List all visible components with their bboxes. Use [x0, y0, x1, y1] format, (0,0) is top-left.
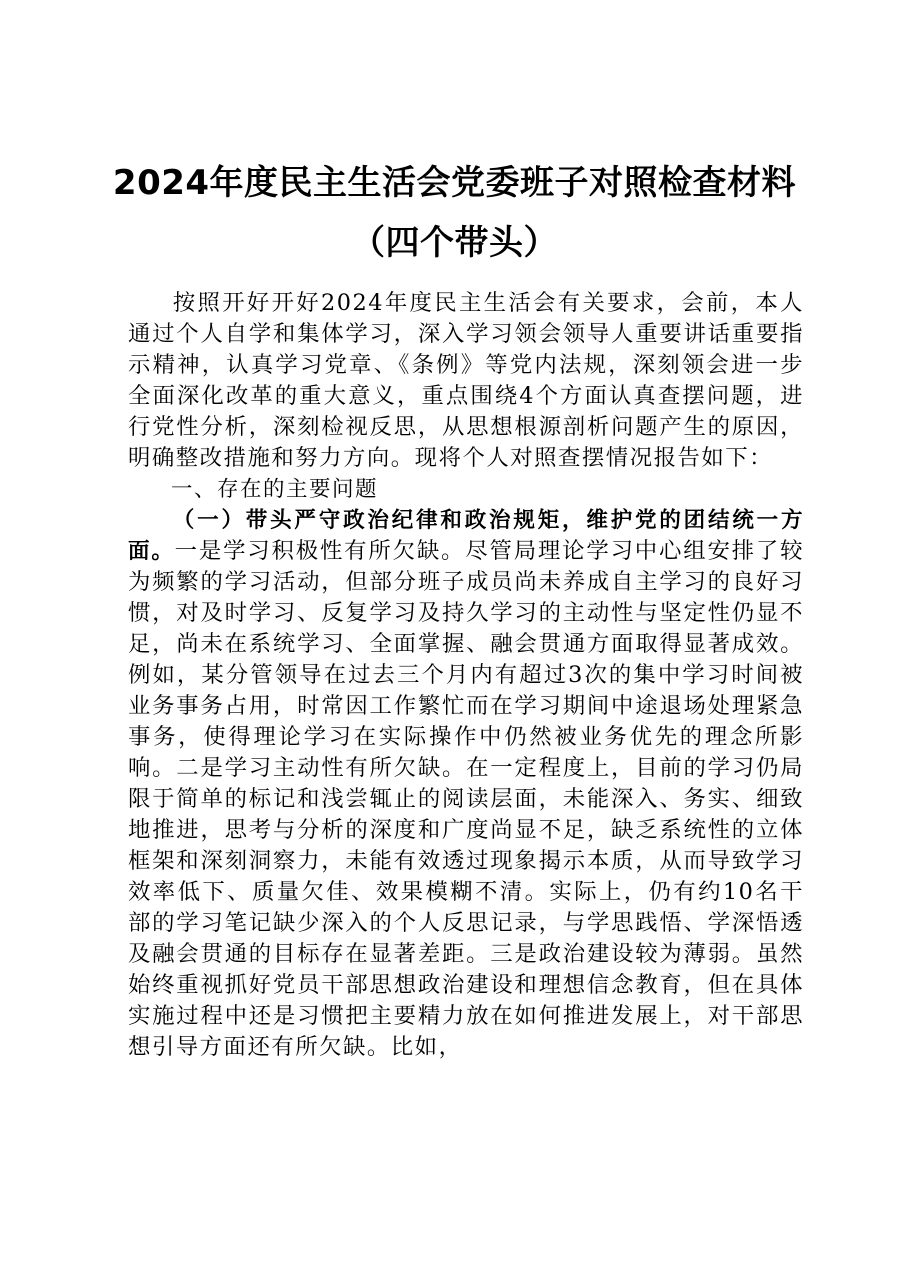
- document-subtitle: （四个带头）: [351, 223, 558, 263]
- document-body: [128, 288, 804, 1063]
- subsection-heading: （一）带头严守政治纪律和政治规矩，维护党的团结统一方面。: [128, 508, 804, 564]
- intro-paragraph: 按照开好开好2024年度民主生活会有关要求，会前，本人通过个人自学和集体学习，深入学习领会领导人重要讲话重要指示精神，认真学习党章、《条例》等党内法规，深刻领会进一步全面深化改革的重大意义，重点围绕4个方面认真查摆问题，进行党性分析，深刻检视反思，从思想根源剖析问题产生的原因，明确整改措施和努力方向。现将个人对照查摆情况报告如下：: [128, 290, 804, 471]
- document-title: 2024年度民主生活会党委班子对照检查材料: [112, 163, 797, 203]
- section-heading-problems: 一、存在的主要问题: [171, 477, 379, 502]
- subsection-paragraph: [128, 505, 804, 1063]
- subsection-body: 一是学习积极性有所欠缺。尽管局理论学习中心组安排了较为频繁的学习活动，但部分班子成员尚未养成自主学习的良好习惯，对及时学习、反复学习及持久学习的主动性与坚定性仍显不足，尚未在系统学习、全面掌握、融会贯通方面取得显著成效。例如，某分管领导在过去三个月内有超过3次的集中学习时间被业务事务占用，时常因工作繁忙而在学习期间中途退场处理紧急事务，使得理论学习在实际操作中仍然被业务优先的理念所影响。二是学习主动性有所欠缺。在一定程度上，目前的学习仍局限于简单的标记和浅尝辄止的阅读层面，未能深入、务实、细致地推进，思考与分析的深度和广度尚显不足，缺乏系统性的立体框架和深刻洞察力，未能有效透过现象揭示本质，从而导致学习效率低下、质量欠佳、效果模糊不清。实际上，仍有约10名干部的学习笔记缺少深入的个人反思记录，与学思践悟、学深悟透及融会贯通的目标存在显著差距。三是政治建设较为薄弱。虽然始终重视抓好党员干部思想政治建设和理想信念教育，但在具体实施过程中还是习惯把主要精力放在如何推进发展上，对干部思想引导方面还有所欠缺。比如，: [128, 538, 804, 1060]
